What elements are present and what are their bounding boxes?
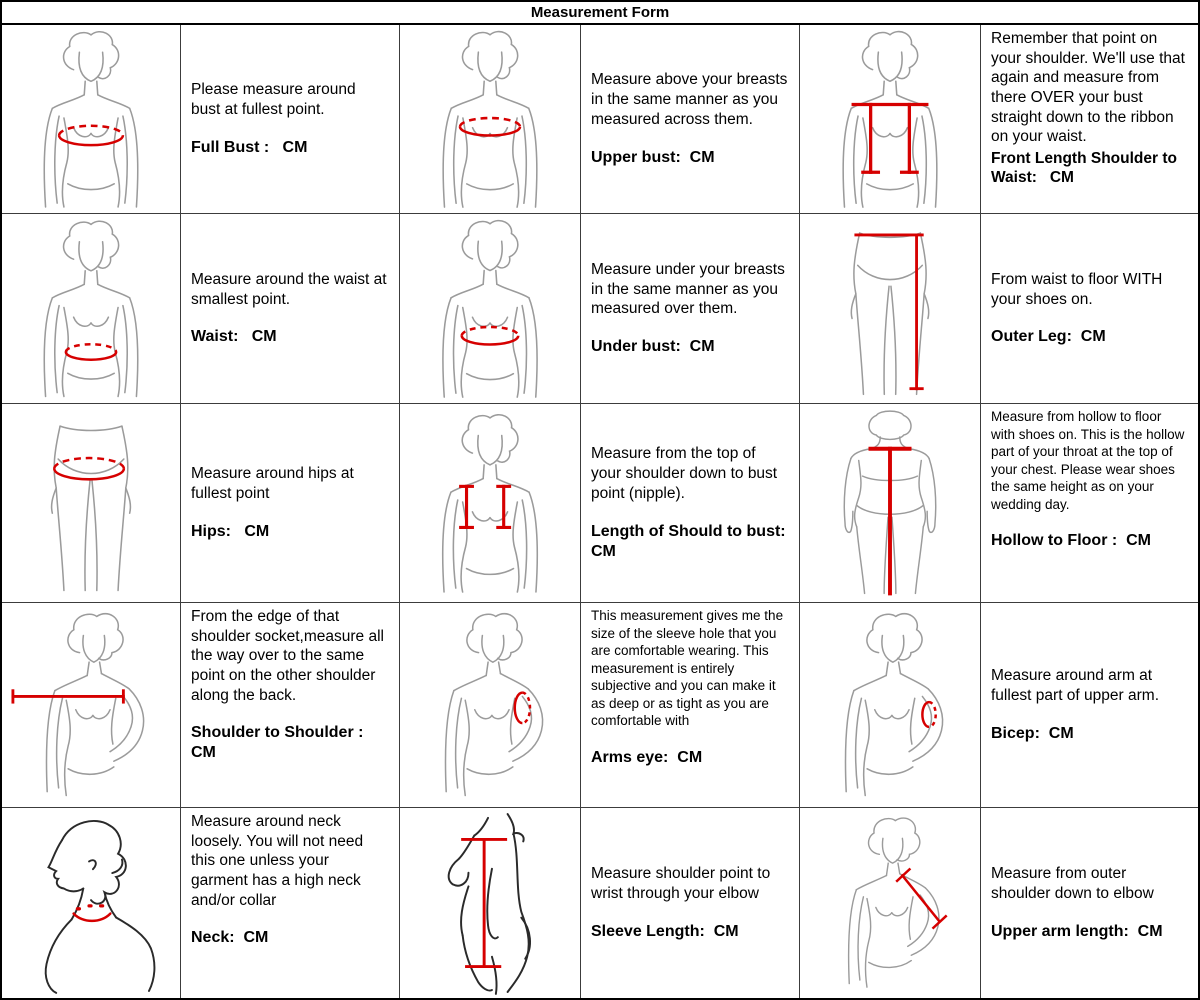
neck-figure [2,808,181,998]
sleeve-length-cell [581,808,800,998]
shoulder-to-shoulder-label: Shoulder to Shoulder : CM [191,724,368,762]
neck-cell [181,808,400,998]
arms-eye-description: This measurement gives me the size of the sleeve hole that you are comfortable wearing. This measurement is entirely subjective and you can make it as deep or as tight as you are comfortable with [591,608,787,729]
hips-cell [181,404,400,603]
waist-cell [181,214,400,404]
hollow-to-floor-label: Hollow to Floor : CM [991,532,1151,550]
full-bust-description: Please measure around bust at fullest point. [191,81,360,118]
hips-label: Hips: CM [191,522,270,540]
waist-label: Waist: CM [191,328,277,346]
upper-arm-length-figure [800,808,981,998]
under-bust-description: Measure under your breasts in the same manner as you measured over them. [591,260,790,318]
full-bust-figure [2,25,181,214]
front-length-description: Remember that point on your shoulder. We'll use that again and measure from there OVER your bust straight down to the ribbon on your waist. [991,30,1190,146]
shoulder-to-bust-cell [581,404,800,603]
outer-leg-figure [800,214,981,404]
full-bust-cell [181,25,400,214]
front-length-cell [981,25,1198,214]
hips-description: Measure around hips at fullest point [191,465,359,502]
front-length-figure [800,25,981,214]
hollow-to-floor-cell [981,404,1198,603]
waist-figure [2,214,181,404]
shoulder-to-bust-description: Measure from the top of your shoulder down to bust point (nipple). [591,445,782,502]
under-bust-figure [400,214,581,404]
page-title: Measurement Form [2,2,1198,25]
shoulder-to-bust-label: Length of Should to bust: CM [591,522,795,560]
sleeve-length-label: Sleeve Length: CM [591,922,739,940]
shoulder-to-shoulder-cell [181,603,400,808]
front-length-label: Front Length Shoulder to Waist: CM [991,150,1182,187]
upper-arm-length-cell [981,808,1198,998]
upper-arm-length-label: Upper arm length: CM [991,922,1163,940]
hollow-to-floor-description: Measure from hollow to floor with shoes on. This is the hollow part of your throat at the top of your chest. Please wear shoes the same height as on your wedding day. [991,409,1189,512]
outer-leg-description: From waist to floor WITH your shoes on. [991,270,1167,308]
outer-leg-cell [981,214,1198,404]
arms-eye-label: Arms eye: CM [591,748,703,766]
sleeve-length-description: Measure shoulder point to wrist through your elbow [591,865,775,902]
upper-bust-figure [400,25,581,214]
hollow-to-floor-figure [800,404,981,603]
neck-label: Neck: CM [191,929,269,947]
bicep-cell [981,603,1198,808]
arms-eye-figure [400,603,581,808]
upper-bust-cell [581,25,800,214]
sleeve-length-figure [400,808,581,998]
shoulder-to-bust-figure [400,404,581,603]
bicep-figure [800,603,981,808]
neck-description: Measure around neck loosely. You will not need this one unless your garment has a high neck and/or collar [191,813,368,909]
under-bust-cell [581,214,800,404]
under-bust-label: Under bust: CM [591,338,715,355]
hips-figure [2,404,181,603]
bicep-label: Bicep: CM [991,724,1074,742]
upper-arm-length-description: Measure from outer shoulder down to elbow [991,865,1154,902]
arms-eye-cell [581,603,800,808]
outer-leg-label: Outer Leg: CM [991,328,1106,346]
shoulder-to-shoulder-description: From the edge of that shoulder socket,measure all the way over to the same point on the other shoulder along the back. [191,608,389,704]
full-bust-label: Full Bust : CM [191,138,308,156]
upper-bust-description: Measure above your breasts in the same manner as you measured across them. [591,71,792,128]
shoulder-to-shoulder-figure [2,603,181,808]
bicep-description: Measure around arm at fullest part of upper arm. [991,667,1159,704]
waist-description: Measure around the waist at smallest point. [191,270,391,308]
upper-bust-label: Upper bust: CM [591,148,715,166]
